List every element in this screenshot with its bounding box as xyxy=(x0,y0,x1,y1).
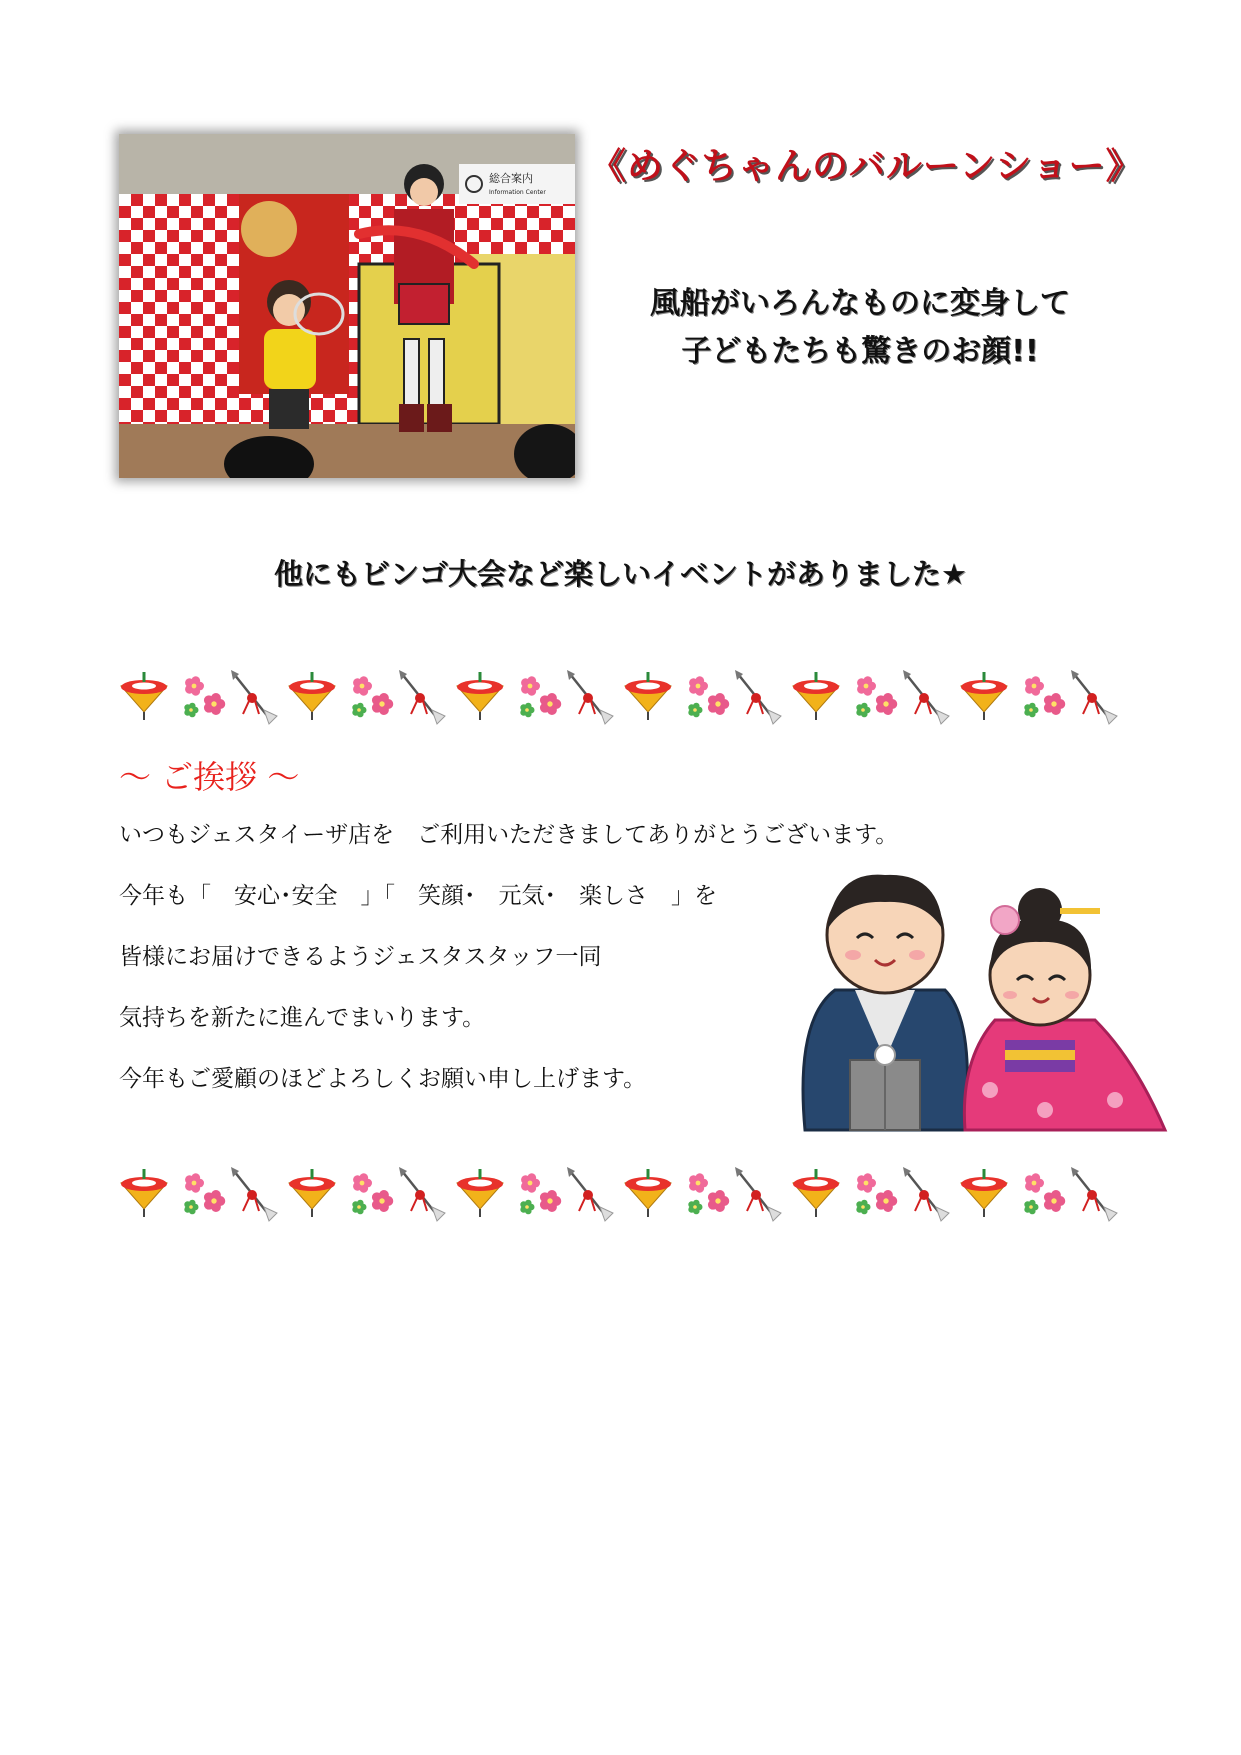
hamaya-arrow-icon xyxy=(567,1167,613,1221)
spinning-top-icon xyxy=(289,672,335,720)
spinning-top-icon xyxy=(457,672,503,720)
greeting-body xyxy=(119,820,899,1125)
spinning-top-icon xyxy=(625,672,671,720)
spinning-top-icon xyxy=(793,1169,839,1217)
plum-blossom-icon xyxy=(688,1173,729,1214)
hamaya-arrow-icon xyxy=(735,1167,781,1221)
hamaya-arrow-icon xyxy=(1071,1167,1117,1221)
hamaya-arrow-icon xyxy=(903,1167,949,1221)
hamaya-arrow-icon xyxy=(903,670,949,724)
plum-blossom-icon xyxy=(520,1173,561,1214)
plum-blossom-icon xyxy=(184,676,225,717)
greeting-line: 今年もご愛顧のほどよろしくお願い申し上げます。 xyxy=(119,1066,647,1092)
decoration-row-bottom xyxy=(119,1165,1129,1225)
greeting-line: 皆様にお届けできるようジェスタスタッフ一同 xyxy=(119,944,602,970)
decoration-strip xyxy=(119,668,1129,728)
hamaya-arrow-icon xyxy=(1071,670,1117,724)
spinning-top-icon xyxy=(793,672,839,720)
spinning-top-icon xyxy=(961,672,1007,720)
greeting-line: 今年も「 安心･安全 」「 笑顔･ 元気･ 楽しさ 」を xyxy=(119,883,717,909)
hamaya-arrow-icon xyxy=(399,670,445,724)
plum-blossom-icon xyxy=(520,676,561,717)
balloon-show-photo xyxy=(119,134,575,478)
hamaya-arrow-icon xyxy=(735,670,781,724)
greeting-line: 気持ちを新たに進んでまいります。 xyxy=(119,1005,486,1031)
kimono-couple-illustration xyxy=(795,860,1171,1140)
greeting-line: いつもジェスタイーザ店を ご利用いただきましてありがとうございます。 xyxy=(119,822,899,848)
spinning-top-icon xyxy=(289,1169,335,1217)
spinning-top-icon xyxy=(457,1169,503,1217)
boy-in-hakama xyxy=(803,875,968,1130)
show-title: 《めぐちゃんのバルーンショー》 xyxy=(590,146,1143,187)
caption-line: 子どもたちも驚きのお顔!! xyxy=(681,334,1039,369)
plum-blossom-icon xyxy=(184,1173,225,1214)
plum-blossom-icon xyxy=(856,676,897,717)
plum-blossom-icon xyxy=(1024,676,1065,717)
decoration-row-top xyxy=(119,668,1129,728)
plum-blossom-icon xyxy=(688,676,729,717)
decoration-strip xyxy=(119,1165,1129,1225)
hamaya-arrow-icon xyxy=(231,670,277,724)
greeting-heading: ～ ご挨拶 ～ xyxy=(119,758,300,796)
plum-blossom-icon xyxy=(1024,1173,1065,1214)
hamaya-arrow-icon xyxy=(231,1167,277,1221)
plum-blossom-icon xyxy=(856,1173,897,1214)
caption-line: 風船がいろんなものに変身して xyxy=(650,286,1070,321)
show-caption xyxy=(600,280,1120,376)
hamaya-arrow-icon xyxy=(567,670,613,724)
photo-sign-text: 総合案内 xyxy=(489,172,533,185)
spinning-top-icon xyxy=(625,1169,671,1217)
photo-sign-subtext: Information Center xyxy=(489,189,546,196)
girl-in-furisode xyxy=(964,888,1165,1130)
spinning-top-icon xyxy=(121,672,167,720)
plum-blossom-icon xyxy=(352,676,393,717)
hamaya-arrow-icon xyxy=(399,1167,445,1221)
spinning-top-icon xyxy=(961,1169,1007,1217)
plum-blossom-icon xyxy=(352,1173,393,1214)
other-events-text: 他にもビンゴ大会など楽しいイベントがありました★ xyxy=(274,557,967,591)
spinning-top-icon xyxy=(121,1169,167,1217)
